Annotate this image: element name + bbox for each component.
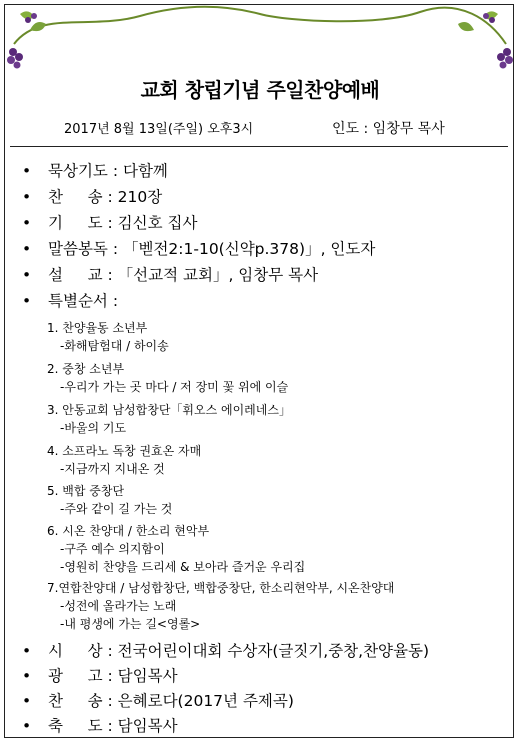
special-heading: 2. 중창 소년부 (47, 362, 125, 376)
order-item-text: 특별순서 : (48, 292, 119, 310)
page-title: 교회 창립기념 주일찬양예배 (140, 78, 380, 102)
order-item-text: 시 상 : 전국어린이대회 수상자(글짓기,중창,찬양율동) (48, 642, 430, 660)
order-item-text: 말씀봉독 : 「벧전2:1-10(신약p.378)」, 인도자 (48, 240, 376, 258)
special-detail: -성전에 올라가는 노래 (60, 599, 177, 613)
order-item-text: 찬 송 : 210장 (48, 188, 163, 206)
bullet: • (22, 162, 32, 180)
service-date-time: 2017년 8월 13일(주일) 오후3시 (64, 122, 254, 137)
bullet: • (22, 642, 32, 660)
bullet: • (22, 266, 32, 284)
special-detail: -지금까지 지내온 것 (60, 462, 165, 476)
order-item-text: 기 도 : 김신호 집사 (48, 214, 198, 232)
order-item-text: 설 교 : 「선교적 교회」, 임창무 목사 (48, 266, 319, 284)
bullet: • (22, 717, 32, 735)
bullet: • (22, 692, 32, 710)
header-divider (10, 146, 508, 147)
order-item-text: 묵상기도 : 다함께 (48, 162, 168, 180)
special-heading: 6. 시온 찬양대 / 한소리 현악부 (47, 524, 210, 538)
special-heading: 3. 안동교회 남성합창단「휘오스 에이레네스」 (47, 403, 291, 417)
special-heading: 4. 소프라노 독창 권효온 자매 (47, 444, 202, 458)
special-heading: 5. 백합 중창단 (47, 484, 125, 498)
special-heading: 1. 찬양율동 소년부 (47, 321, 148, 335)
special-detail: -바울의 기도 (60, 421, 127, 435)
grapevine-decoration (0, 0, 520, 80)
bullet: • (22, 667, 32, 685)
order-item-text: 광 고 : 담임목사 (48, 667, 178, 685)
special-detail: -영원히 찬양을 드리세 & 보아라 즐거운 우리집 (60, 560, 306, 574)
bullet: • (22, 292, 32, 310)
bullet: • (22, 188, 32, 206)
special-detail: -구주 예수 의지함이 (60, 542, 165, 556)
special-detail: -내 평생에 가는 길<영롤> (60, 617, 201, 631)
bullet: • (22, 214, 32, 232)
special-heading: 7.연합찬양대 / 남성합창단, 백합중창단, 한소리현악부, 시온찬양대 (47, 581, 395, 595)
order-item-text: 축 도 : 담임목사 (48, 717, 178, 735)
order-item-text: 찬 송 : 은혜로다(2017년 주제곡) (48, 692, 294, 710)
bullet: • (22, 240, 32, 258)
special-detail: -화해탐험대 / 하이송 (60, 339, 169, 353)
special-detail: -주와 같이 길 가는 것 (60, 502, 173, 516)
special-detail: -우리가 가는 곳 마다 / 저 장미 꽃 위에 이슬 (60, 380, 289, 394)
officiant: 인도 : 임창무 목사 (332, 121, 445, 137)
